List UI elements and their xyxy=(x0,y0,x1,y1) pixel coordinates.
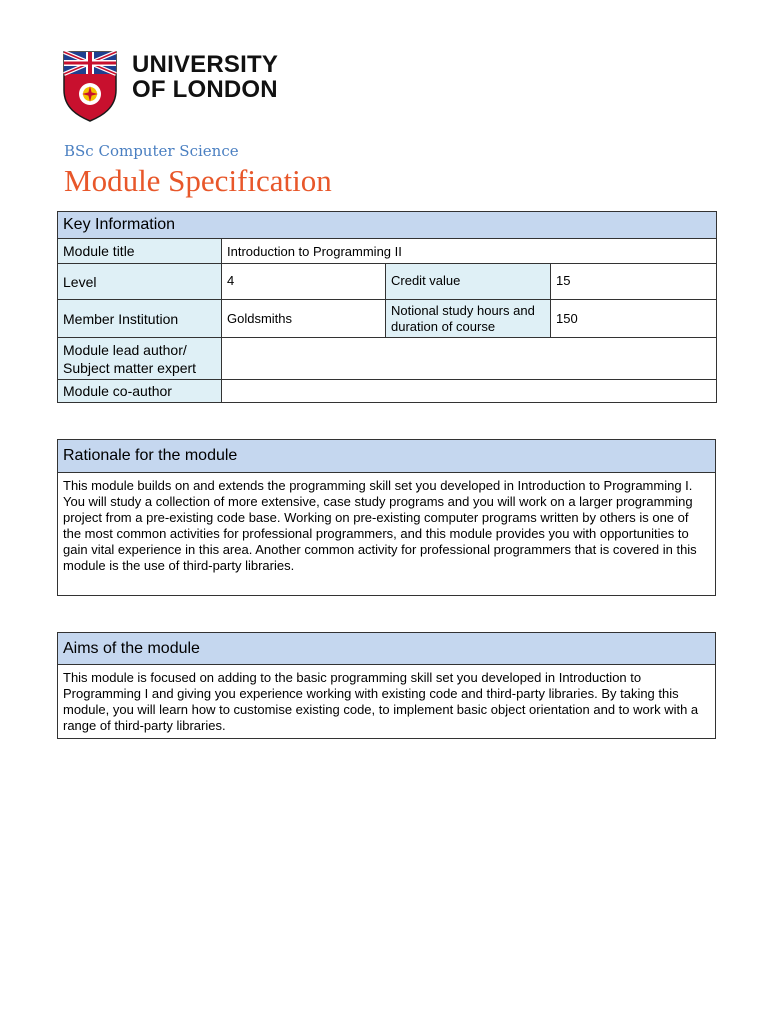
aims-table xyxy=(57,632,716,739)
co-author-value xyxy=(222,380,717,403)
key-information-table xyxy=(57,211,717,403)
rationale-table xyxy=(57,439,716,596)
rationale-heading: Rationale for the module xyxy=(58,440,716,473)
university-logo xyxy=(62,50,302,122)
co-author-label: Module co-author xyxy=(58,380,222,403)
credit-value-label: Credit value xyxy=(386,264,551,300)
logo-line-1: UNIVERSITY xyxy=(132,51,279,78)
study-hours-value: 150 xyxy=(551,300,717,338)
university-logo-text xyxy=(132,52,278,102)
level-label: Level xyxy=(58,264,222,300)
module-title-label: Module title xyxy=(58,239,222,264)
member-institution-label: Member Institution xyxy=(58,300,222,338)
aims-text: This module is focused on adding to the basic programming skill set you developed in Introduction to Programming I and giving you experience working with existing code and third-party libraries. By taking this module, you will learn how to customise existing code, to implement basic object orientation and to work with a range of third-party libraries. xyxy=(58,665,716,739)
aims-heading: Aims of the module xyxy=(58,633,716,665)
study-hours-label: Notional study hours and duration of course xyxy=(386,300,551,338)
lead-author-value xyxy=(222,338,717,380)
credit-value: 15 xyxy=(551,264,717,300)
level-value: 4 xyxy=(222,264,386,300)
page-title: Module Specification xyxy=(64,163,332,198)
logo-line-2: OF LONDON xyxy=(132,76,278,103)
lead-author-label: Module lead author/ Subject matter expert xyxy=(58,338,222,380)
key-information-heading: Key Information xyxy=(58,212,717,239)
rationale-text: This module builds on and extends the programming skill set you developed in Introduction to Programming I. You will study a collection of more extensive, case study programs and you will work on a larger programming project from a pre-existing code base. Working on pre-existing computer programs written by others is one of the most common activities for professional programmers, and this module provides you with opportunities to gain vital experience in this area. Another common activity for professional programmers that is covered in this module is the use of third-party libraries. xyxy=(58,473,716,596)
university-crest-icon xyxy=(62,50,118,122)
member-institution-value: Goldsmiths xyxy=(222,300,386,338)
programme-name: BSc Computer Science xyxy=(64,142,239,160)
module-title-value: Introduction to Programming II xyxy=(222,239,717,264)
